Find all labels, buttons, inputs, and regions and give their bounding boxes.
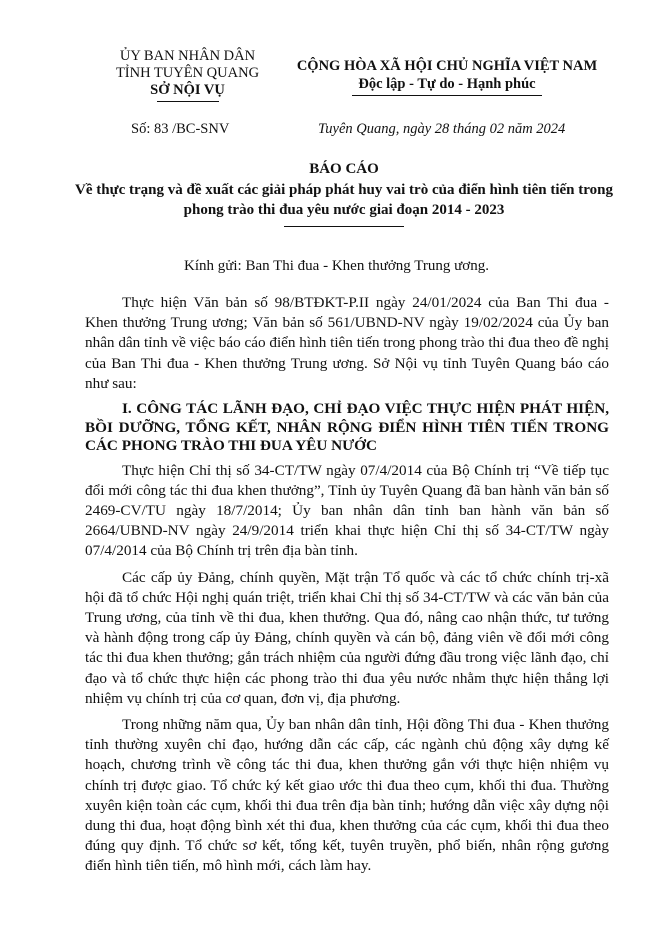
paragraph-2: Thực hiện Chỉ thị số 34-CT/TW ngày 07/4/2014 của Bộ Chính trị “Về tiếp tục đổi mới công tác thi đua khen thưởng”, Tỉnh ủy Tuyên Quang đã ban hành văn bản số 2469-CV/TU ngày 18/7/2014; Ủy ban nhân dân tỉnh ban hành văn bản số 2664/UBND-NV ngày 24/9/2014 triển khai thực hiện Chỉ thị số 34-CT/TW ngày 07/4/2014 của Bộ Chính trị trên địa bàn tỉnh.: [85, 461, 609, 560]
issuing-agency: [80, 48, 295, 102]
document-number: Số: 83 /BC-SNV: [131, 121, 230, 137]
national-motto: Độc lập - Tự do - Hạnh phúc: [358, 76, 536, 92]
national-name: CỘNG HÒA XÃ HỘI CHỦ NGHĨA VIỆT NAM: [296, 58, 598, 74]
agency-line-2: TỈNH TUYÊN QUANG: [115, 65, 260, 81]
document-subject: Về thực trạng và đề xuất các giải pháp phát huy vai trò của điển hình tiên tiến trong phong trào thi đua yêu nước giai đoạn 2014 - 2023: [75, 182, 613, 218]
agency-underline: [157, 101, 219, 102]
national-title: [283, 57, 611, 96]
paragraph-3: Các cấp ủy Đảng, chính quyền, Mặt trận Tổ quốc và các tổ chức chính trị-xã hội đã tổ chức Hội nghị quán triệt, triển khai Chỉ thị số 34-CT/TW và các văn bản của Trung ương, của tỉnh về thi đua, khen thưởng. Qua đó, nâng cao nhận thức, tư tưởng và hành động trong cấp ủy Đảng, chính quyền và cán bộ, đảng viên về đổi mới công tác thi đua khen thưởng; gắn trách nhiệm của người đứng đầu trong việc lãnh đạo, chỉ đạo và tổ chức thực hiện các phong trào thi đua yêu nước nhằm thực hiện thắng lợi nhiệm vụ chính trị của cơ quan, đơn vị, địa phương.: [85, 568, 609, 707]
document-title: BÁO CÁO: [309, 161, 379, 177]
place-and-date: Tuyên Quang, ngày 28 tháng 02 năm 2024: [318, 121, 566, 137]
title-block: [60, 160, 628, 227]
agency-name: SỞ NỘI VỤ: [150, 82, 225, 98]
section-heading-1: I. CÔNG TÁC LÃNH ĐẠO, CHỈ ĐẠO VIỆC THỰC HIỆN PHÁT HIỆN, BỒI DƯỠNG, TỔNG KẾT, NHÂN RỘNG ĐIỂN HÌNH TIÊN TIẾN TRONG CÁC PHONG TRÀO THI ĐUA YÊU NƯỚC: [85, 400, 609, 455]
agency-line-1: ỦY BAN NHÂN DÂN: [119, 48, 256, 64]
paragraph-4: Trong những năm qua, Ủy ban nhân dân tỉnh, Hội đồng Thi đua - Khen thưởng tỉnh thường xuyên chỉ đạo, hướng dẫn các cấp, các ngành chủ động xây dựng kế hoạch, chương trình về công tác thi đua, khen thưởng gắn với thực hiện nhiệm vụ chính trị được giao. Tổ chức ký kết giao ước thi đua theo cụm, khối thi đua. Thường xuyên kiện toàn các cụm, khối thi đua trên địa bàn tỉnh; hướng dẫn việc xây dựng nội dung thi đua, hoạt động bình xét thi đua, khen thưởng của các cụm, khối thi đua theo đúng quy định. Tổ chức sơ kết, tổng kết, tuyên truyền, phổ biến, nhân rộng gương điển hình tiên tiến, mô hình mới, cách làm hay.: [85, 715, 609, 875]
document-body: [85, 293, 609, 883]
title-underline: [284, 226, 404, 227]
motto-underline: [352, 95, 542, 96]
recipient-line: Kính gửi: Ban Thi đua - Khen thưởng Trung ương.: [184, 258, 489, 274]
intro-paragraph: Thực hiện Văn bản số 98/BTĐKT-P.II ngày 24/01/2024 của Ban Thi đua - Khen thưởng Trung ương; Văn bản số 561/UBND-NV ngày 19/02/2024 của Ủy ban nhân dân tỉnh về việc báo cáo điển hình tiên tiến trong phong trào thi đua theo đề nghị của Ban Thi đua - Khen thưởng Trung ương. Sở Nội vụ tỉnh Tuyên Quang báo cáo như sau:: [85, 294, 609, 392]
